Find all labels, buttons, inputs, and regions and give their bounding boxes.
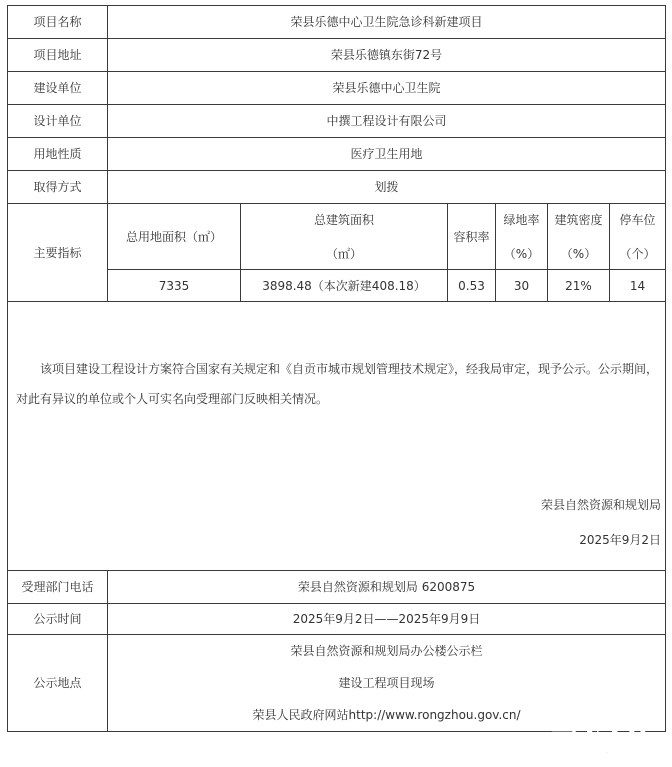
phone-value: 荣县自然资源和规划局 6200875 [108, 571, 666, 604]
row-land-use [8, 138, 666, 171]
row-project-address [8, 39, 666, 72]
value-land-area: 7335 [108, 270, 241, 302]
period-label: 公示时间 [8, 604, 108, 635]
project-address-label: 项目地址 [8, 39, 108, 72]
acquisition-value: 划拨 [108, 171, 666, 204]
row-designer [8, 105, 666, 138]
row-acquisition [8, 171, 666, 204]
value-parking: 14 [610, 270, 666, 302]
location-value [108, 635, 666, 732]
designer-label: 设计单位 [8, 105, 108, 138]
notice-cell [8, 302, 666, 571]
notice-paragraph: 该项目建设工程设计方案符合国家有关规定和《自贡市城市规划管理技术规定》，经我局审定，现予公示。公示期间，对此有异议的单位或个人可实名向受理部门反映相关情况。 [16, 362, 659, 406]
phone-label: 受理部门电话 [8, 571, 108, 604]
header-parking: 停车位 （个） [610, 204, 666, 270]
row-indicator-headers [8, 204, 666, 270]
location-line-1: 荣县自然资源和规划局办公楼公示栏 [290, 644, 483, 658]
designer-value: 中撰工程设计有限公司 [108, 105, 666, 138]
notice-org: 荣县自然资源和规划局 [541, 498, 662, 512]
header-green: 绿地率 （%） [496, 204, 548, 270]
notice-date: 2025年9月2日 [579, 533, 662, 547]
land-use-label: 用地性质 [8, 138, 108, 171]
header-floor-area: 总建筑面积 （㎡） [241, 204, 448, 270]
header-far: 容积率 [448, 204, 496, 270]
location-line-2: 建设工程项目现场 [338, 676, 435, 690]
row-period [8, 604, 666, 635]
row-project-name [8, 6, 666, 39]
value-far: 0.53 [448, 270, 496, 302]
value-density: 21% [548, 270, 610, 302]
location-line-3: 荣县人民政府网站http://www.rongzhou.gov.cn/ [252, 708, 521, 722]
watermark-text: 西秦会馆 [551, 729, 653, 758]
watermark-logo [540, 727, 664, 759]
period-value: 2025年9月2日——2025年9月9日 [108, 604, 666, 635]
project-name-value: 荣县乐德中心卫生院急诊科新建项目 [108, 6, 666, 39]
project-info-table [7, 5, 666, 732]
row-location [8, 635, 666, 732]
value-floor-area: 3898.48（本次新建408.18） [241, 270, 448, 302]
value-green: 30 [496, 270, 548, 302]
builder-label: 建设单位 [8, 72, 108, 105]
indicators-label: 主要指标 [8, 204, 108, 302]
land-use-value: 医疗卫生用地 [108, 138, 666, 171]
header-density: 建筑密度 （%） [548, 204, 610, 270]
acquisition-label: 取得方式 [8, 171, 108, 204]
row-phone [8, 571, 666, 604]
row-notice [8, 302, 666, 571]
project-address-value: 荣县乐德镇东街72号 [108, 39, 666, 72]
header-land-area: 总用地面积（㎡） [108, 204, 241, 270]
row-builder [8, 72, 666, 105]
location-label: 公示地点 [8, 635, 108, 732]
project-name-label: 项目名称 [8, 6, 108, 39]
builder-value: 荣县乐德中心卫生院 [108, 72, 666, 105]
